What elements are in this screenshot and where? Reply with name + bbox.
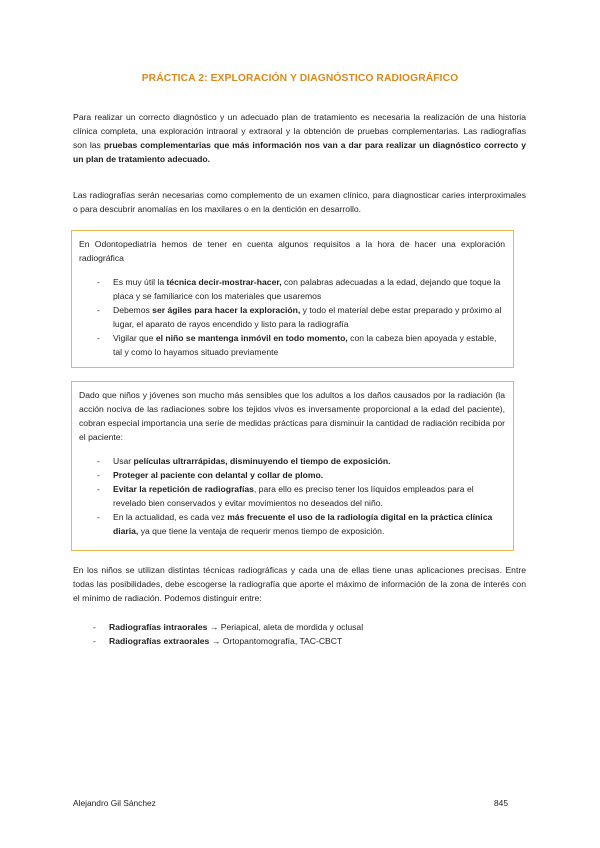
measures-list: [79, 454, 505, 538]
radiograph-types: [73, 620, 526, 648]
list-item: - Debemos ser ágiles para hacer la exploración, y todo el material debe estar preparado y próximo al lugar, el aparato de rayos encendido y listo para la radiografía: [113, 303, 505, 331]
radiograph-purpose-paragraph: Las radiografías serán necesarias como complemento de un examen clínico, para diagnosticar caries interproximales o para descubrir anomalías en los maxilares o en la dentición en desarrollo.: [73, 190, 526, 214]
list-item: - Evitar la repetición de radiografías, para ello es preciso tener los líquidos empleados para el revelado bien conservados y evitar movimientos no deseados del niño.: [113, 482, 505, 510]
list-item: - Radiografías intraorales → Periapical, aleta de mordida y oclusal: [109, 620, 526, 634]
radiation-measures-box: [71, 381, 514, 551]
techniques-paragraph: En los niños se utilizan distintas técnicas radiográficas y cada una de ellas tiene unas aplicaciones precisas. Entre todas las posibilidades, debe escogerse la radiografía que aporte el máximo de información de la zona de interés con el mínimo de radiación. Podemos distinguir entre:: [73, 565, 526, 603]
intro-paragraph: Para realizar un correcto diagnóstico y un adecuado plan de tratamiento es necesaria la realización de una historia clínica completa, una exploración intraoral y extraoral y la obtención de pruebas complementarias. Las radiografías son las pruebas complementarias que más información nos van a dar para realizar un diagnóstico correcto y un plan de tratamiento adecuado.: [73, 112, 526, 164]
list-item: - Es muy útil la técnica decir-mostrar-hacer, con palabras adecuadas a la edad, dejando que toque la placa y se familiarice con los materiales que usaremos: [113, 275, 505, 303]
types-list: [73, 620, 526, 648]
radiation-intro: Dado que niños y jóvenes son mucho más sensibles que los adultos a los daños causados por la radiación (la acción nociva de las radiaciones sobre los tejidos vivos es inversamente proporcional a la edad del paciente), cobran especial importancia una serie de medidas prácticas para disminuir la cantidad de radiación recibida por el paciente:: [79, 390, 505, 442]
list-item: - Usar películas ultrarrápidas, disminuyendo el tiempo de exposición.: [113, 454, 505, 468]
list-item: - Radiografías extraorales → Ortopantomografía, TAC-CBCT: [109, 634, 526, 648]
list-item: - En la actualidad, es cada vez más frecuente el uso de la radiología digital en la práctica clínica diaria, ya que tiene la ventaja de requerir menos tiempo de exposición.: [113, 510, 505, 538]
list-item: - Vigilar que el niño se mantenga inmóvil en todo momento, con la cabeza bien apoyada y estable, tal y como lo hayamos situado previamente: [113, 331, 505, 359]
page-number: 845: [494, 798, 508, 808]
footer-author: Alejandro Gil Sánchez: [73, 798, 156, 808]
requirements-intro: En Odontopediatría hemos de tener en cuenta algunos requisitos a la hora de hacer una exploración radiográfica: [79, 239, 505, 263]
list-item: - Proteger al paciente con delantal y collar de plomo.: [113, 468, 505, 482]
requirements-list: [79, 275, 505, 359]
page-title: PRÁCTICA 2: EXPLORACIÓN Y DIAGNÓSTICO RADIOGRÁFICO: [141, 73, 459, 84]
requirements-box: [71, 230, 514, 368]
